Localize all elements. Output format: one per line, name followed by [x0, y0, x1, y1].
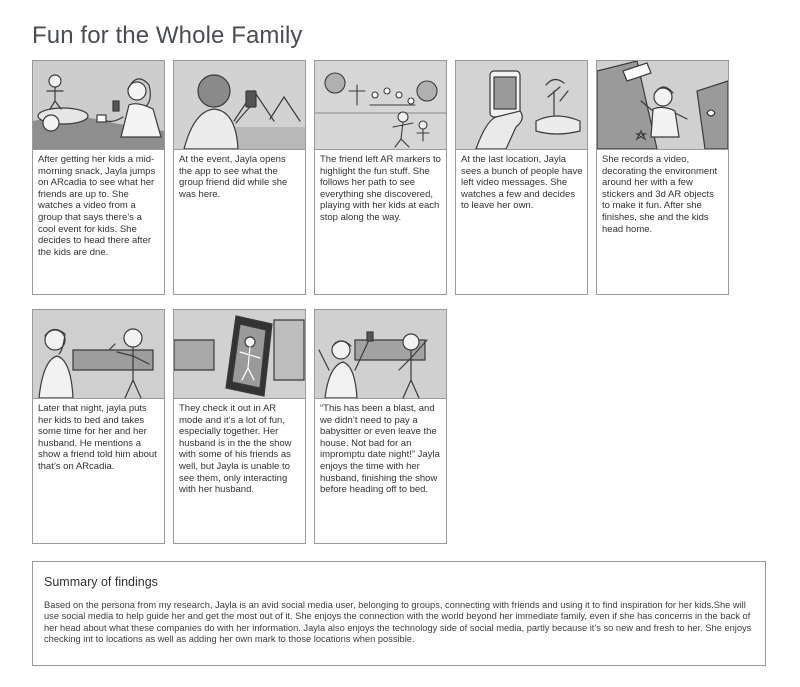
ar-markers-park-illustration	[315, 61, 446, 150]
panel-caption: At the event, Jayla opens the app to see what the group friend did while she was here.	[179, 154, 288, 200]
storyboard-panel-7	[173, 309, 306, 544]
couple-evening-talk-illustration	[33, 310, 164, 399]
storyboard-panel-3	[314, 60, 447, 295]
storyboard-panel-6	[32, 309, 165, 544]
summary-box	[32, 561, 766, 666]
ar-show-living-room-illustration	[174, 310, 305, 399]
panel-caption: “This has been a blast, and we didn’t need to pay a babysitter or even leave the house. Not bad for an impromptu date night!” Jayla enjoys the time with her husband, finishing the show before heading off to bed.	[320, 403, 440, 496]
summary-body: Based on the persona from my research, Jayla is an avid social media user, belonging to groups, connecting with friends and using it to find inspiration for her kids.She will use social media to help guide her and get the most out of it. She enjoys the connection with the world beyond her immediate family, even if she has concerns in the back of her head about what these companies do with her information. Jayla also enjoys the technology side of social media, partly because it’s so new and fresh to her. She enjoys checking int to locations as well as adding her own mark to those locations when possible.	[44, 600, 752, 644]
panel-caption: At the last location, Jayla sees a bunch of people have left video messages. She watches a few and decides to leave her own.	[461, 154, 583, 212]
couple-celebrating-illustration	[315, 310, 446, 399]
panel-caption: After getting her kids a mid-morning snack, Jayla jumps on ARcadia to see what her friends are up to. She watches a video from a group that says there’s a cool event for kids. She decides to head there after the kids are dne.	[38, 154, 156, 258]
storyboard-panel-1	[32, 60, 165, 295]
storyboard-panel-4	[455, 60, 588, 295]
panel-caption: The friend left AR markers to highlight the fun stuff. She follows her path to see everything she discovered, playing with her kids at each stop along the way.	[320, 154, 441, 223]
recording-video-stickers-illustration	[597, 61, 728, 150]
storyboard-panel-5	[596, 60, 729, 295]
event-phone-illustration	[174, 61, 305, 150]
panel-caption: Later that night, jayla puts her kids to bed and takes some time for her and her husband. He mentions a show a friend told him about that’s on ARcadia.	[38, 403, 157, 472]
summary-title: Summary of findings	[44, 575, 158, 589]
storyboard-panel-2	[173, 60, 306, 295]
page-title: Fun for the Whole Family	[32, 22, 303, 49]
panel-caption: She records a video, decorating the environment around her with a few stickers and 3d AR objects to make it fun. After she finishes, she and the kids head home.	[602, 154, 718, 235]
video-messages-fountain-illustration	[456, 61, 587, 150]
panel-caption: They check it out in AR mode and it’s a lot of fun, especially together. Her husband is in the the show with some of his friends as well, but Jayla is unable to see them, only interacting with her husband.	[179, 403, 292, 496]
storyboard-panel-8	[314, 309, 447, 544]
family-snack-phone-illustration	[33, 61, 164, 150]
